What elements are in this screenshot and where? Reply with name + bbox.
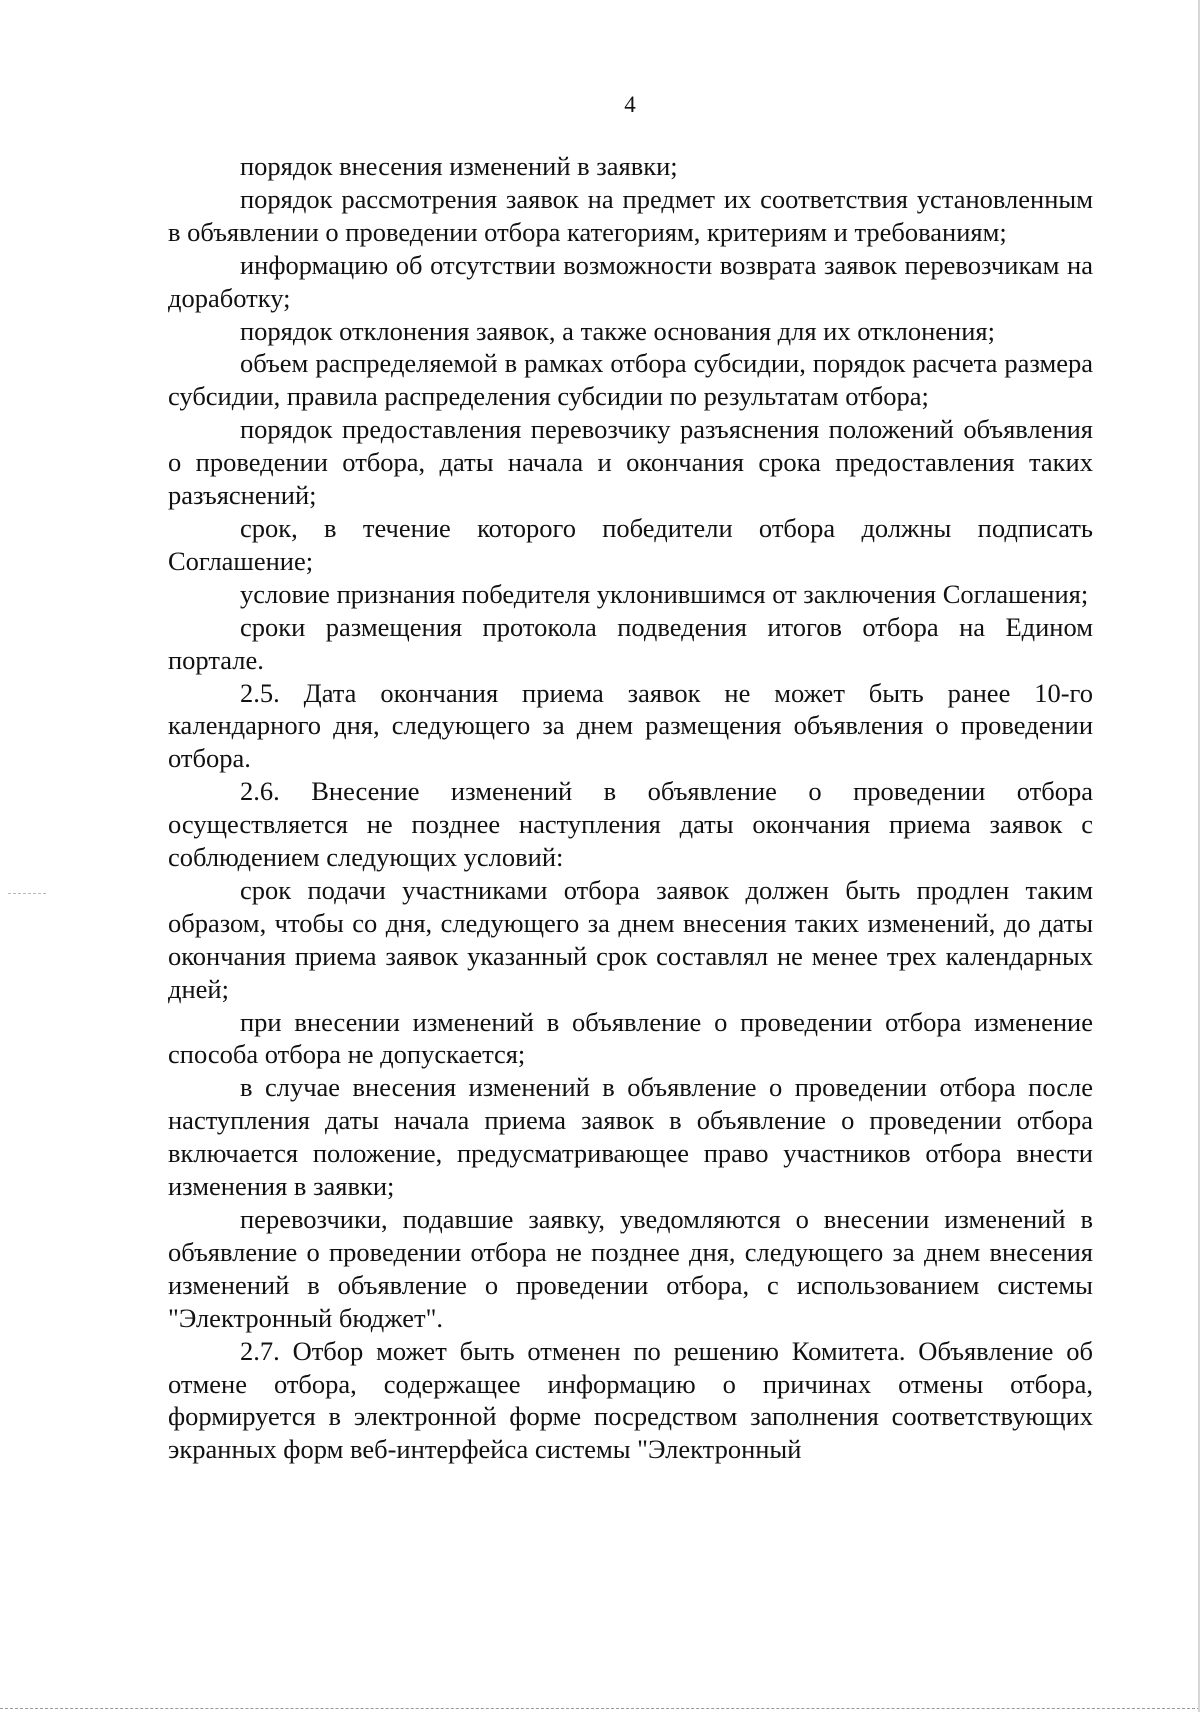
paragraph: информацию об отсутствии возможности возврата заявок перевозчикам на доработку;	[168, 249, 1093, 313]
paragraph: перевозчики, подавшие заявку, уведомляются о внесении изменений в объявление о проведении отбора не позднее дня, следующего за днем внесения изменений в объявление о проведении отбора, с использованием системы "Электронный бюджет".	[168, 1204, 1093, 1333]
paragraph: порядок внесения изменений в заявки;	[240, 151, 678, 181]
paragraph: срок подачи участниками отбора заявок должен быть продлен таким образом, чтобы со дня, следующего за днем внесения таких изменений, до даты окончания приема заявок указанный срок составлял не менее трех календарных дней;	[168, 874, 1093, 1004]
clause-2-6: 2.6. Внесение изменений в объявление о проведении отбора осуществляется не позднее наступления даты окончания приема заявок с соблюдением следующих условий:	[168, 776, 1093, 873]
scan-bottom-edge	[0, 1708, 1200, 1709]
clause-2-7: 2.7. Отбор может быть отменен по решению Комитета. Объявление об отмене отбора, содержащее информацию о причинах отмены отбора, формируется в электронной форме посредством заполнения соответствующих экранных форм веб-интерфейса системы "Электронный	[168, 1335, 1093, 1465]
paragraph: условие признания победителя уклонившимся от заключения Соглашения;	[240, 578, 1089, 609]
document-body	[168, 150, 1093, 1466]
clause-2-5: 2.5. Дата окончания приема заявок не может быть ранее 10-го календарного дня, следующего за днем размещения объявления о проведении отбора.	[168, 677, 1093, 774]
paragraph: при внесении изменений в объявление о проведении отбора изменение способа отбора не допускается;	[168, 1006, 1093, 1070]
scan-mark	[8, 893, 46, 894]
paragraph: сроки размещения протокола подведения итогов отбора на Едином портале.	[168, 611, 1093, 675]
paragraph: порядок рассмотрения заявок на предмет их соответствия установленным в объявлении о проведении отбора категориям, критериям и требованиям;	[168, 183, 1093, 247]
paragraph: порядок предоставления перевозчику разъяснения положений объявления о проведении отбора, даты начала и окончания срока предоставления таких разъяснений;	[168, 414, 1093, 511]
paragraph: срок, в течение которого победители отбора должны подписать Соглашение;	[168, 512, 1093, 576]
page-number: 4	[624, 92, 636, 117]
paragraph: в случае внесения изменений в объявление о проведении отбора после наступления даты начала приема заявок в объявление о проведении отбора включается положение, предусматривающее право участников отбора внести изменения в заявки;	[168, 1072, 1093, 1202]
paragraph: объем распределяемой в рамках отбора субсидии, порядок расчета размера субсидии, правила распределения субсидии по результатам отбора;	[168, 348, 1093, 412]
paragraph: порядок отклонения заявок, а также основания для их отклонения;	[240, 315, 995, 346]
